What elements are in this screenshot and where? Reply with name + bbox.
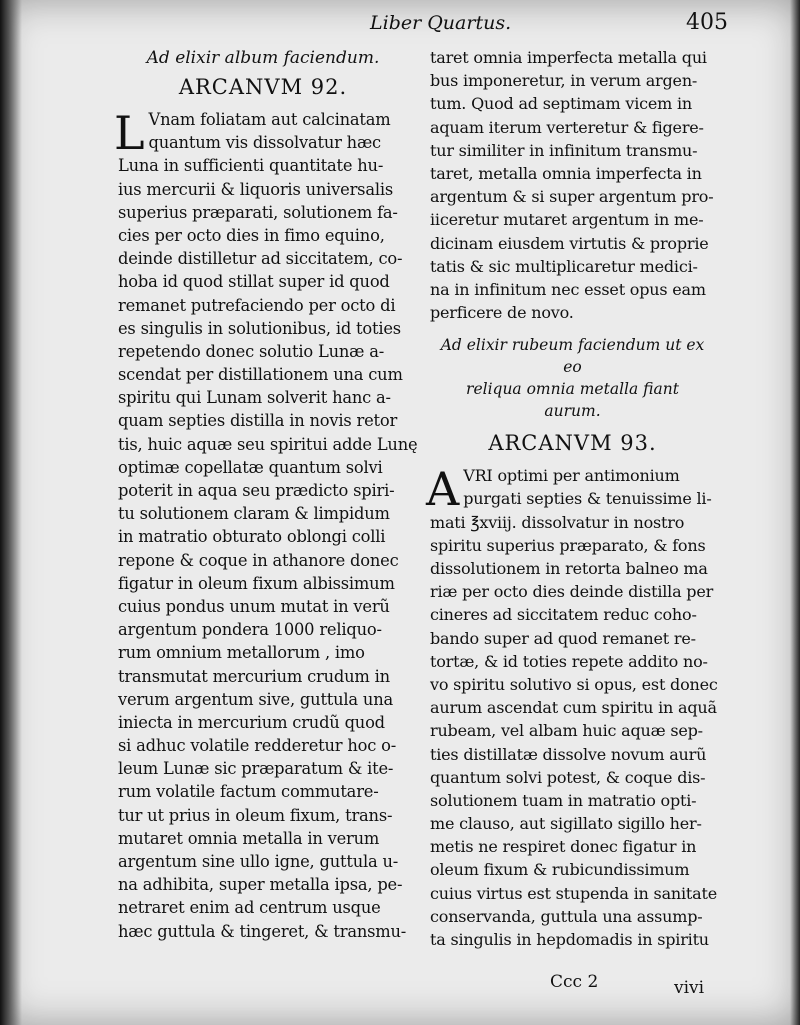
text-line: ties distillatæ dissolve novum aurũ xyxy=(430,744,707,764)
text-line: tur ut prius in oleum fixum, trans- xyxy=(118,805,393,825)
text-line: hoba id quod stillat super id quod xyxy=(118,272,390,292)
text-line: quantum solvi potest, & coque dis- xyxy=(430,767,706,787)
text-line: conservanda, guttula una assump- xyxy=(430,906,703,926)
right-arcanum-title: ARCANVM 93. xyxy=(488,431,657,456)
text-line: spiritu qui Lunam solverit hanc a- xyxy=(118,388,391,408)
text-line: optimæ copellatæ quantum solvi xyxy=(118,457,383,477)
page-edge xyxy=(790,0,800,1025)
text-line: purgati septies & tenuissime li- xyxy=(463,489,712,509)
text-line: tur similiter in infinitum transmu- xyxy=(430,140,698,160)
text-line: superius præparati, solutionem fa- xyxy=(118,202,398,222)
text-line: metis ne respiret donec figatur in xyxy=(430,837,697,857)
text-line: cuius pondus unum mutat in verũ xyxy=(118,596,390,616)
text-line: quam septies distilla in novis retor xyxy=(118,411,398,431)
page-number: 405 xyxy=(686,10,728,35)
text-line: rum volatile factum commutare- xyxy=(118,782,379,802)
right-dropcap: A xyxy=(426,462,460,517)
text-line: repone & coque in athanore donec xyxy=(118,550,399,570)
text-line: aquam iterum verteretur & figere- xyxy=(430,117,704,137)
text-line: bando super ad quod remanet re- xyxy=(430,628,696,648)
text-line: me clauso, aut sigillato sigillo her- xyxy=(430,814,702,834)
subheading-line: reliqua omnia metalla fiant xyxy=(466,380,679,399)
right-subheading xyxy=(430,334,715,422)
text-line: solutionem tuam in matratio opti- xyxy=(430,790,697,810)
left-text-block xyxy=(114,106,418,943)
gutter-shadow xyxy=(0,0,22,1025)
running-title: Liber Quartus. xyxy=(370,12,512,34)
text-line: dicinam eiusdem virtutis & proprie xyxy=(430,233,709,253)
signature-mark: Ccc 2 xyxy=(550,972,599,992)
text-line: es singulis in solutionibus, id toties xyxy=(118,318,401,338)
catchword: vivi xyxy=(674,978,705,998)
text-line: in matratio obturato oblongi colli xyxy=(118,527,386,547)
left-lines xyxy=(118,108,418,943)
text-line: Vnam foliatam aut calcinatam xyxy=(148,110,391,129)
left-arcanum-title: ARCANVM 92. xyxy=(178,75,348,99)
text-line: na in infinitum nec esset opus eam xyxy=(430,279,706,299)
text-line: na adhibita, super metalla ipsa, pe- xyxy=(118,875,403,895)
text-line: leum Lunæ sic præparatum & ite- xyxy=(118,759,394,779)
text-line: si adhuc volatile redderetur hoc o- xyxy=(118,736,397,756)
text-line: deinde distilletur ad siccitatem, co- xyxy=(118,249,403,269)
text-line: taret, metalla omnia imperfecta in xyxy=(430,163,702,183)
text-line: verum argentum sive, guttula una xyxy=(118,689,393,709)
left-column xyxy=(114,46,418,943)
text-line: riæ per octo dies deinde distilla per xyxy=(430,582,714,602)
text-line: netraret enim ad centrum usque xyxy=(118,898,381,918)
text-line: rubeam, vel albam huic aquæ sep- xyxy=(430,721,703,741)
text-line: scendat per distillationem una cum xyxy=(118,365,403,385)
left-subheading: Ad elixir album faciendum. xyxy=(146,48,380,68)
text-line: oleum fixum & rubicundissimum xyxy=(430,860,690,880)
subheading-line: aurum. xyxy=(544,402,601,421)
text-line: quantum vis dissolvatur hæc xyxy=(148,133,381,153)
subheading-line: Ad elixir rubeum faciendum ut ex eo xyxy=(440,336,705,377)
text-line: aurum ascendat cum spiritu in aquã xyxy=(430,698,717,718)
right-lines-bottom xyxy=(430,464,718,951)
text-line: cineres ad siccitatem reduc coho- xyxy=(430,605,697,625)
text-line: tortæ, & id toties repete addito no- xyxy=(430,651,708,671)
text-line: argentum pondera 1000 reliquo- xyxy=(118,620,382,640)
text-line: bus imponeretur, in verum argen- xyxy=(430,71,698,91)
text-line: mutaret omnia metalla in verum xyxy=(118,828,380,848)
text-line: tis, huic aquæ seu spiritui adde Lunę xyxy=(118,434,418,454)
text-line: perficere de novo. xyxy=(430,303,574,323)
text-line: transmutat mercurium crudum in xyxy=(118,666,390,686)
text-line: hæc guttula & tingeret, & transmu- xyxy=(118,921,407,941)
right-lines-top xyxy=(430,46,715,324)
text-line: vo spiritu solutivo si opus, est donec xyxy=(430,674,718,694)
text-line: spiritu superius præparato, & fons xyxy=(430,535,706,555)
text-line: repetendo donec solutio Lunæ a- xyxy=(118,341,385,361)
text-line: rum omnium metallorum , imo xyxy=(118,643,365,663)
text-line: ius mercurii & liquoris universalis xyxy=(118,179,393,199)
left-dropcap: L xyxy=(114,106,145,160)
text-line: mati ℥xviij. dissolvatur in nostro xyxy=(430,512,685,532)
text-line: poterit in aqua seu prædicto spiri- xyxy=(118,481,395,500)
text-line: iiceretur mutaret argentum in me- xyxy=(430,210,704,230)
text-line: remanet putrefaciendo per octo di xyxy=(118,295,396,315)
text-line: VRI optimi per antimonium xyxy=(463,466,680,486)
text-line: tum. Quod ad septimam vicem in xyxy=(430,94,693,114)
text-line: figatur in oleum fixum albissimum xyxy=(118,573,395,593)
text-line: iniecta in mercurium crudũ quod xyxy=(118,712,385,732)
text-line: taret omnia imperfecta metalla qui xyxy=(430,48,707,67)
right-text-block xyxy=(426,462,718,951)
text-line: Luna in sufficienti quantitate hu- xyxy=(118,156,384,176)
text-line: cuius virtus est stupenda in sanitate xyxy=(430,883,717,903)
text-line: argentum sine ullo igne, guttula u- xyxy=(118,852,399,871)
text-line: ta singulis in hepdomadis in spiritu xyxy=(430,930,709,949)
text-line: tatis & sic multiplicaretur medici- xyxy=(430,256,698,276)
text-line: argentum & si super argentum pro- xyxy=(430,187,714,207)
text-line: tu solutionem claram & limpidum xyxy=(118,504,390,524)
text-line: dissolutionem in retorta balneo ma xyxy=(430,559,708,578)
right-column xyxy=(426,46,718,951)
text-line: cies per octo dies in fimo equino, xyxy=(118,225,385,245)
